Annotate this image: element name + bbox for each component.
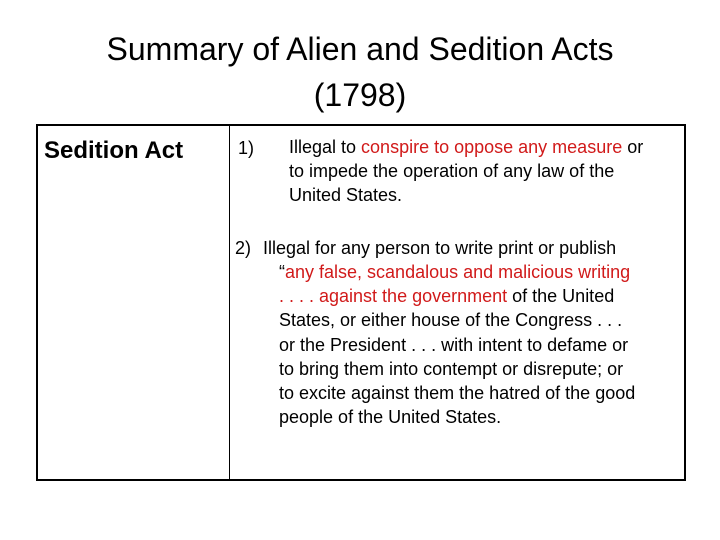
item-2-line-4: States, or either house of the Congress . . . [279,310,623,331]
title-line-1: Summary of Alien and Sedition Acts [106,31,614,67]
item-2-line-5: or the President . . . with intent to defame or [279,334,629,355]
item-1-text-run: or [622,137,644,157]
item-1-line-2: to impede the operation of any law of the [289,161,615,182]
item-2-first-line: Illegal for any person to write print or publish [263,238,617,258]
item-1-highlight: conspire to oppose any measure [361,137,623,157]
item-2-line-2 [279,260,635,284]
item-2-line-7: to excite against them the hatred of the good [279,383,636,404]
item-2-text-run: “ [279,262,285,282]
summary-table [36,124,686,481]
item-2-line-3 [279,284,635,308]
item-2-highlight: any false, scandalous and malicious writing [285,262,631,282]
item-2-number: 2) [235,238,252,258]
item-1-text [289,135,643,208]
item-1-text-run: Illegal to [289,137,362,157]
item-2-highlight: . . . . against the government [279,286,508,307]
item-2-text [279,260,635,429]
slide-title [40,26,680,118]
item-1-line-1 [289,135,643,159]
item-2-line-8: people of the United States. [279,407,502,428]
item-1-line-3: United States. [289,185,403,206]
row-header-sedition-act: Sedition Act [44,137,184,164]
item-2-line-6: to bring them into contempt or disrepute; or [279,358,624,379]
title-line-2: (1798) [313,77,407,113]
column-divider [229,126,230,479]
item-2-text-run: of the United [507,286,615,307]
item-1-number: 1) [238,138,255,158]
